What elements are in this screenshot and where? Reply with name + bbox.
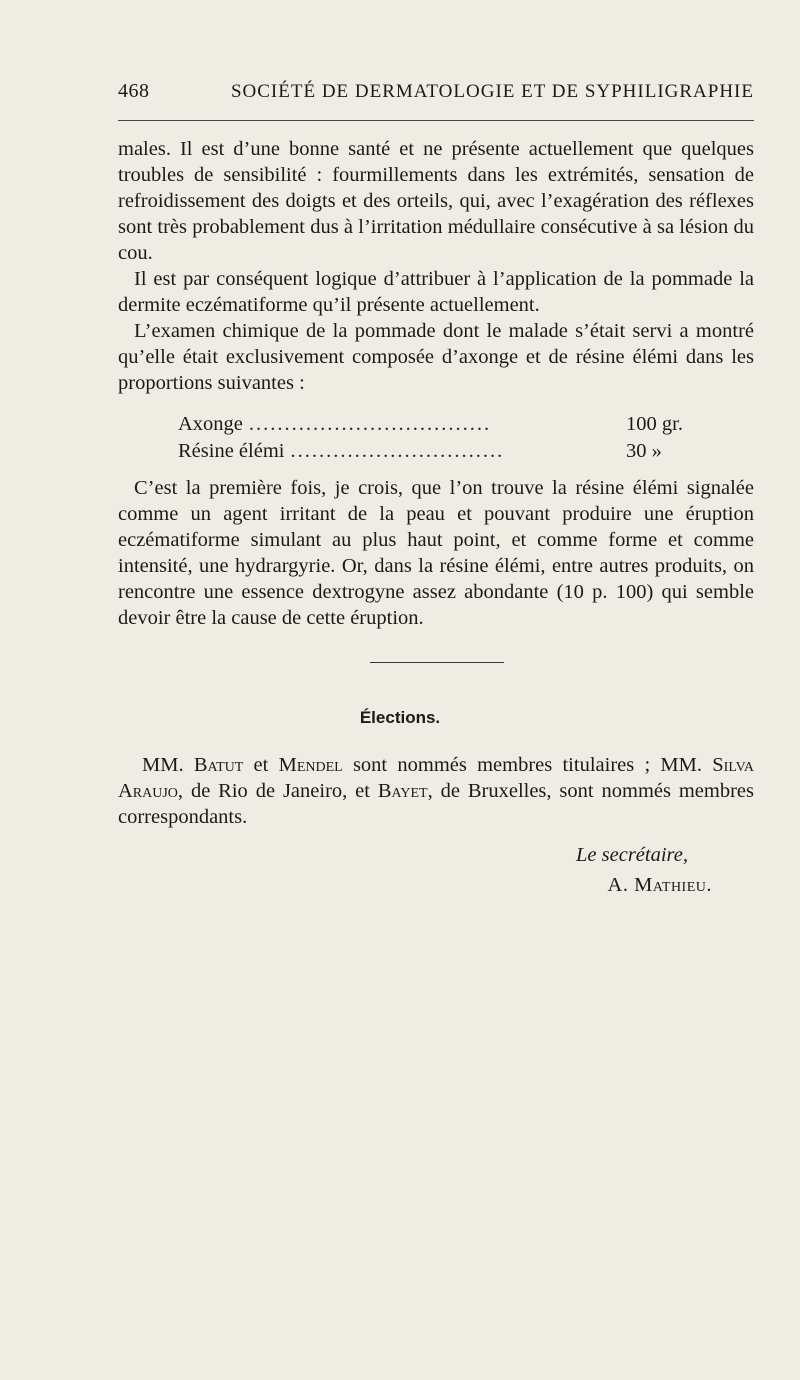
- text-run: sont nommés membres titulaires ; MM.: [342, 754, 713, 776]
- paragraph-1: males. Il est d’une bonne santé et ne présente actuellement que quelques troubles de sensibilité : fourmillements dans les extrémités, sensation de refroidissement des doigts et des orteils, qui, avec l’exagération des réflexes sont très probablement dus à l’irritation médullaire consécutive à sa lésion du cou.: [118, 138, 754, 264]
- member-name: Silva Araujo: [118, 754, 754, 802]
- signature-name: A. Mathieu.: [607, 874, 712, 896]
- ingredient-name: Axonge: [178, 413, 243, 435]
- text-run: MM.: [142, 754, 194, 776]
- page-header: [118, 80, 754, 103]
- recipe-row: [178, 438, 698, 465]
- running-title: SOCIÉTÉ DE DERMATOLOGIE ET DE SYPHILIGRAPHIE: [230, 81, 754, 102]
- leader-dots: ..............................: [290, 440, 505, 462]
- paragraph-2: Il est par conséquent logique d’attribuer à l’application de la pommade la dermite eczématiforme qu’il présente actuellement.: [118, 268, 754, 316]
- signature-role: Le secrétaire,: [576, 844, 688, 866]
- recipe-table: [178, 411, 698, 465]
- member-name: Mendel: [278, 754, 343, 776]
- text-run: , de Rio de Janeiro, et: [177, 780, 378, 802]
- leader-dots: ..................................: [248, 413, 492, 435]
- elections-text: [118, 752, 754, 830]
- header-rule: [118, 120, 754, 121]
- member-name: Batut: [193, 754, 244, 776]
- ingredient-quantity: 100 gr.: [626, 413, 683, 435]
- section-title: Élections.: [359, 708, 441, 727]
- paragraph-3: L’examen chimique de la pommade dont le malade s’était servi a montré qu’elle était exclusivement composée d’axonge et de résine élémi dans les proportions suivantes :: [118, 320, 754, 394]
- signature-block: [576, 840, 712, 900]
- body-text-top: [118, 136, 754, 396]
- body-text-middle: [118, 475, 754, 631]
- recipe-row: [178, 411, 698, 438]
- ingredient-name: Résine élémi: [178, 440, 285, 462]
- text-run: et: [243, 754, 279, 776]
- member-name: Bayet: [377, 780, 428, 802]
- page-number: 468: [118, 80, 150, 102]
- paragraph-4: C’est la première fois, je crois, que l’on trouve la résine élémi signalée comme un agent irritant de la peau et pouvant produire une éruption eczématiforme simulant au plus haut point, et comme forme et comme intensité, une hydrargyrie. Or, dans la résine élémi, entre autres produits, on rencontre une essence dextrogyne assez abondante (10 p. 100) qui semble devoir être la cause de cette éruption.: [118, 477, 754, 629]
- section-separator: [370, 662, 504, 663]
- text-run: , de Bruxelles, sont nommés membres correspondants.: [118, 780, 755, 828]
- ingredient-quantity: 30 »: [626, 440, 662, 462]
- elections-paragraph: [118, 752, 754, 830]
